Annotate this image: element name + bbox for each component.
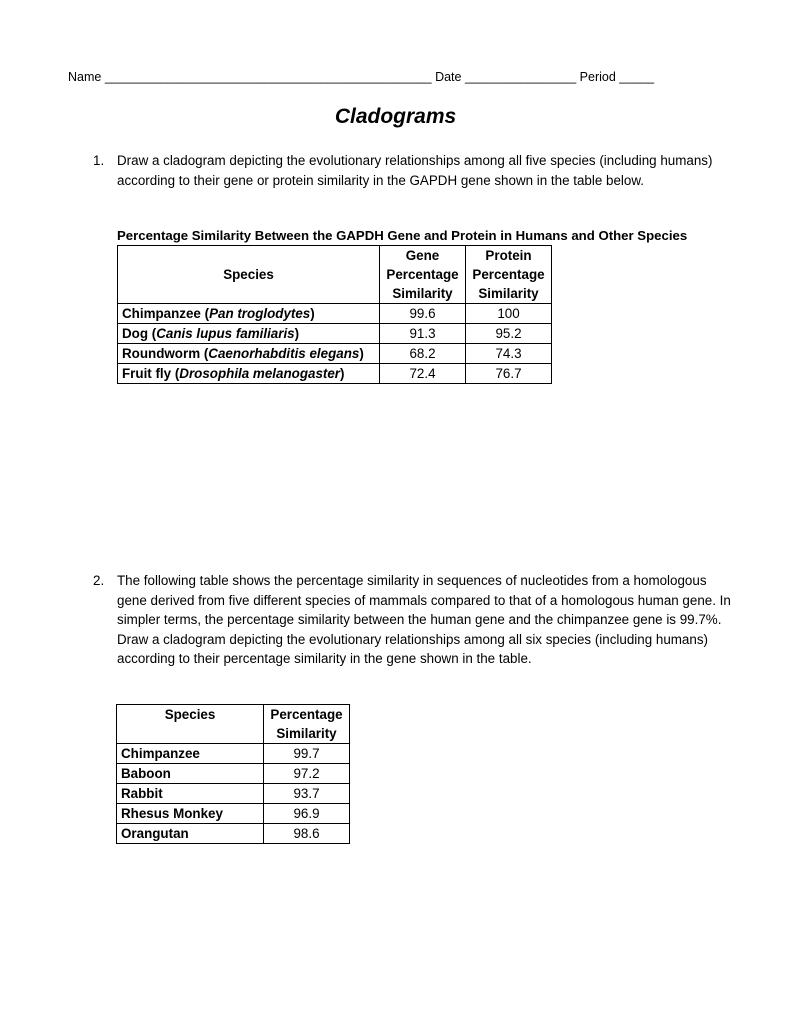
table-row — [117, 764, 350, 784]
common-name: Dog ( — [122, 326, 157, 341]
scientific-name: Caenorhabditis elegans — [208, 346, 360, 361]
table-row — [117, 824, 350, 844]
species-cell: Chimpanzee — [117, 744, 264, 764]
table-row — [117, 784, 350, 804]
gene-value-cell: 68.2 — [380, 344, 466, 364]
gapdh-similarity-table — [117, 245, 552, 384]
paren-close: ) — [359, 346, 364, 361]
protein-header-line: Protein — [485, 248, 532, 263]
protein-similarity-header — [466, 246, 552, 304]
gene-header-line: Similarity — [392, 286, 453, 301]
name-blank[interactable]: _______________________________________________ — [104, 70, 432, 84]
gene-header-line: Gene — [405, 248, 440, 263]
gene-similarity-header — [380, 246, 466, 304]
period-label: Period — [579, 70, 616, 84]
similarity-value-cell: 93.7 — [264, 784, 350, 804]
species-cell: Baboon — [117, 764, 264, 784]
paren-close: ) — [294, 326, 300, 341]
protein-header-line: Similarity — [478, 286, 539, 301]
date-label: Date — [435, 70, 462, 84]
gene-value-cell: 91.3 — [380, 324, 466, 344]
gene-value-cell: 99.6 — [380, 304, 466, 324]
similarity-value-cell: 99.7 — [264, 744, 350, 764]
scientific-name: Drosophila melanogaster — [179, 366, 341, 381]
similarity-header — [264, 705, 350, 744]
similarity-value-cell: 97.2 — [264, 764, 350, 784]
date-blank[interactable]: ________________ — [464, 70, 577, 84]
species-cell — [118, 344, 380, 364]
name-label: Name — [68, 70, 102, 84]
species-cell — [118, 324, 380, 344]
species-cell — [118, 304, 380, 324]
question-1-text: Draw a cladogram depicting the evolutionary relationships among all five species (including humans) according to their gene or protein similarity in the GAPDH gene shown in the table below. — [117, 153, 713, 188]
table-1-caption: Percentage Similarity Between the GAPDH Gene and Protein in Humans and Other Species — [117, 228, 688, 243]
protein-value-cell: 100 — [466, 304, 552, 324]
table-header-row — [118, 246, 552, 304]
species-cell: Rhesus Monkey — [117, 804, 264, 824]
scientific-name: Canis lupus familiaris — [156, 326, 295, 341]
protein-value-cell: 76.7 — [466, 364, 552, 384]
protein-value-cell: 74.3 — [466, 344, 552, 364]
paren-close: ) — [340, 366, 345, 381]
similarity-value-cell: 98.6 — [264, 824, 350, 844]
page-title: Cladograms — [334, 105, 457, 128]
table-row — [117, 744, 350, 764]
protein-header-line: Percentage — [472, 267, 545, 282]
similarity-value-cell: 96.9 — [264, 804, 350, 824]
scientific-name: Pan troglodytes — [209, 306, 311, 321]
question-2 — [93, 571, 733, 669]
species-cell — [118, 364, 380, 384]
species-cell: Rabbit — [117, 784, 264, 804]
common-name: Roundworm ( — [122, 346, 209, 361]
table-row — [117, 804, 350, 824]
gene-value-cell: 72.4 — [380, 364, 466, 384]
protein-value-cell: 95.2 — [466, 324, 552, 344]
table-row — [118, 324, 552, 344]
header-line — [68, 70, 728, 84]
mammal-similarity-table — [116, 704, 350, 844]
common-name: Fruit fly ( — [122, 366, 180, 381]
period-blank[interactable]: _____ — [619, 70, 655, 84]
paren-close: ) — [310, 306, 315, 321]
common-name: Chimpanzee ( — [122, 306, 210, 321]
question-1 — [93, 151, 733, 190]
table-row — [118, 364, 552, 384]
question-1-number: 1. — [93, 153, 105, 168]
table-header-row — [117, 705, 350, 744]
question-2-number: 2. — [93, 573, 105, 588]
table-row — [118, 304, 552, 324]
question-2-text: The following table shows the percentage similarity in sequences of nucleotides from a homologous gene derived from five different species of mammals compared to that of a homologous human gene. In simpler terms, the percentage similarity between the human gene and the chimpanzee gene is 99.7%. Draw a cladogram depicting the evolutionary relationships among all six species (including humans) according to their percentage similarity in the gene shown in the table. — [117, 573, 731, 666]
species-header: Species — [118, 246, 380, 304]
similarity-header-line: Percentage — [270, 707, 343, 722]
similarity-header-line: Similarity — [276, 726, 337, 741]
table-row — [118, 344, 552, 364]
gene-header-line: Percentage — [386, 267, 459, 282]
species-cell: Orangutan — [117, 824, 264, 844]
species-header: Species — [117, 705, 264, 744]
